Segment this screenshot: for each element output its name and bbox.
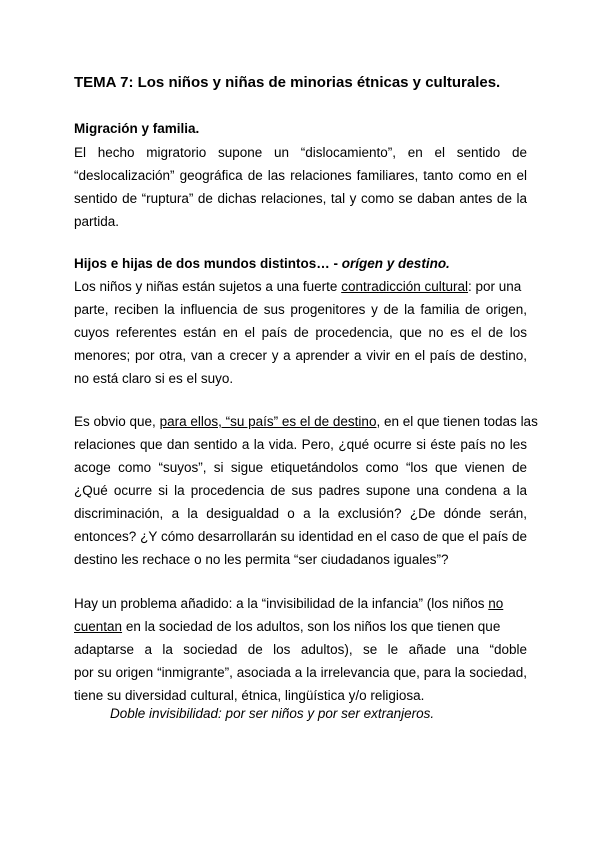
text-line: partida. bbox=[74, 214, 120, 229]
section-heading-hijos bbox=[74, 256, 450, 271]
text-line: por su origen “inmigrante”, asociada a la irrelevancia que, para la sociedad, bbox=[74, 665, 527, 680]
paragraph-migracion bbox=[74, 141, 527, 233]
paragraph-obvio bbox=[74, 410, 538, 571]
text-line: no está claro si es el suyo. bbox=[74, 371, 234, 386]
text-line: “deslocalización” geográfica de las relaciones familiares, tanto como en el bbox=[74, 168, 527, 183]
underlined-text: para ellos, “su país” es el de destino bbox=[159, 414, 377, 429]
text-line: El hecho migratorio supone un “dislocamiento”, en el sentido de bbox=[74, 145, 527, 160]
text-line: sentido de “ruptura” de dichas relaciones, tal y como se daban antes de la bbox=[74, 191, 527, 206]
page-title: TEMA 7: Los niños y niñas de minorias étnicas y culturales. bbox=[74, 74, 501, 91]
text-line: cuyos referentes están en el país de procedencia, que no es el de los bbox=[74, 325, 527, 340]
section-heading-migracion: Migración y familia. bbox=[74, 121, 200, 136]
text-line: Es obvio que, para ellos, “su país” es el de destino, en el que tienen todas las bbox=[74, 414, 538, 429]
heading-main-text: Hijos e hijas de dos mundos distintos… - bbox=[74, 256, 339, 271]
line-segment: Los niños y niñas están sujetos a una fuerte contradicción cultural: por una bbox=[74, 279, 522, 294]
text-line bbox=[74, 275, 527, 298]
italic-note: Doble invisibilidad: por ser niños y por ser extranjeros. bbox=[110, 706, 435, 721]
paragraph-contradiccion bbox=[74, 275, 527, 390]
text-line: destino les rechace o no les permita “ser ciudadanos iguales”? bbox=[74, 552, 449, 567]
paragraph-problema bbox=[74, 592, 527, 707]
text-line: Hay un problema añadido: a la “invisibilidad de la infancia” (los niños no bbox=[74, 596, 504, 611]
text-line: discriminación, a la desigualdad o a la exclusión? ¿De dónde serán, bbox=[74, 506, 527, 521]
text-line: ¿Qué ocurre si la procedencia de sus padres supone una condena a la bbox=[74, 483, 527, 498]
text-line: tiene su diversidad cultural, étnica, lingüística y/o religiosa. bbox=[74, 688, 425, 703]
underlined-text: cuentan bbox=[74, 619, 123, 634]
text-line: entonces? ¿Y cómo desarrollarán su identidad en el caso de que el país de bbox=[74, 529, 527, 544]
text-line: cuentan en la sociedad de los adultos, son los niños los que tienen que bbox=[74, 619, 501, 634]
text-line: parte, reciben la influencia de sus progenitores y de la familia de origen, bbox=[74, 302, 527, 317]
text-line: acoge como “suyos”, si sigue etiquetándolos como “los que vienen de bbox=[74, 460, 527, 475]
underlined-text: contradicción cultural bbox=[341, 279, 469, 294]
text-line: adaptarse a la sociedad de los adultos), se le añade una “doble bbox=[74, 642, 527, 657]
underlined-text: no bbox=[488, 596, 504, 611]
text-line: menores; por otra, van a crecer y a aprender a vivir en el país de destino, bbox=[74, 348, 527, 363]
heading-italic-text: orígen y destino. bbox=[341, 256, 450, 271]
text-line: relaciones que dan sentido a la vida. Pero, ¿qué ocurre si éste país no les bbox=[74, 437, 527, 452]
